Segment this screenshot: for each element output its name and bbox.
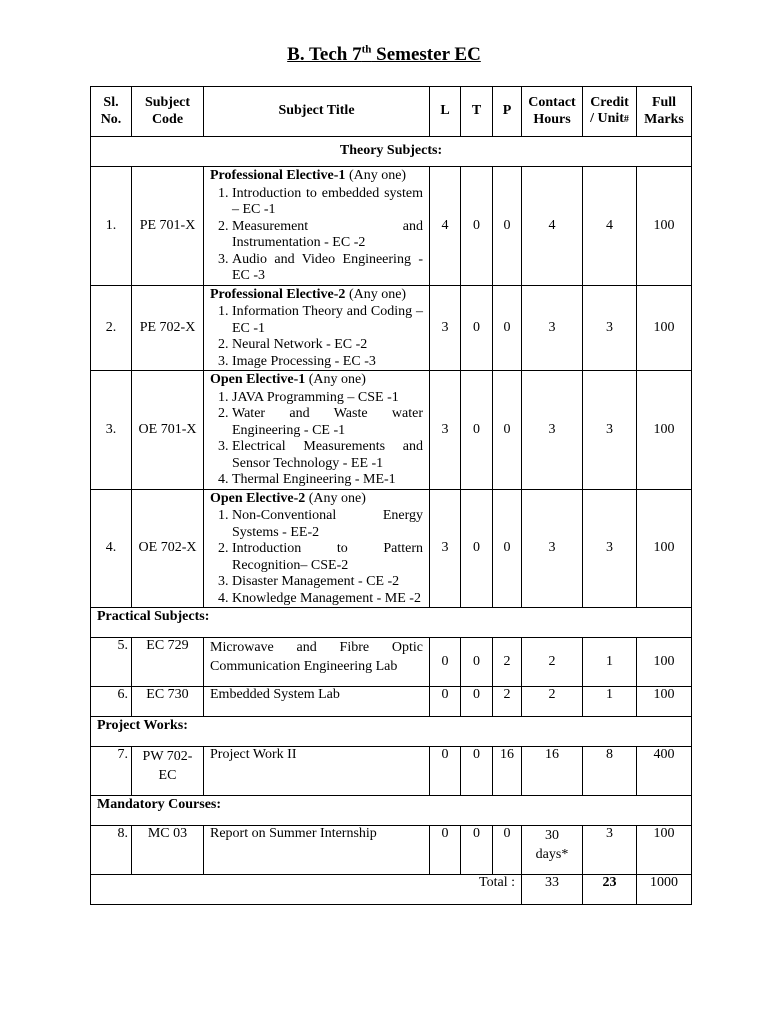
cell-l: 0 [430, 638, 461, 687]
cell-credit: 8 [583, 747, 637, 796]
cell-p: 0 [493, 167, 522, 286]
total-label: Total : [91, 875, 522, 905]
cell-sl: 2. [91, 285, 132, 371]
cell-t: 0 [461, 826, 493, 875]
cell-title: Report on Summer Internship [204, 826, 430, 875]
table-row [91, 371, 692, 490]
cell-sl: 1. [91, 167, 132, 286]
section-row-theory [91, 137, 692, 167]
cell-contact: 4 [522, 167, 583, 286]
cell-marks: 100 [637, 687, 692, 717]
cell-t: 0 [461, 167, 493, 286]
cell-p: 2 [493, 638, 522, 687]
cell-credit: 3 [583, 826, 637, 875]
options-list [210, 186, 423, 285]
col-header-credit: Credit / Unit# [583, 87, 637, 137]
table-row [91, 638, 692, 687]
col-header-code: Subject Code [132, 87, 204, 137]
cell-l: 3 [430, 285, 461, 371]
cell-sl: 7. [91, 747, 132, 796]
section-row-project [91, 717, 692, 747]
table-row [91, 285, 692, 371]
col-header-sl: Sl. No. [91, 87, 132, 137]
cell-credit: 1 [583, 638, 637, 687]
cell-t: 0 [461, 638, 493, 687]
cell-p: 0 [493, 826, 522, 875]
cell-credit: 3 [583, 371, 637, 490]
option-item: 1. Introduction to embedded system – EC -1 [232, 186, 423, 219]
page-title: B. Tech 7th Semester EC [287, 44, 481, 66]
col-header-marks: Full Marks [637, 87, 692, 137]
cell-sl: 4. [91, 489, 132, 608]
cell-code: EC 730 [132, 687, 204, 717]
option-item: 2. Measurement and Instrumentation - EC -2 [232, 219, 423, 252]
col-header-title: Subject Title [204, 87, 430, 137]
cell-p: 0 [493, 285, 522, 371]
cell-t: 0 [461, 285, 493, 371]
cell-code: OE 702-X [132, 489, 204, 608]
option-item: 3. Disaster Management - CE -2 [232, 574, 423, 591]
cell-code: PW 702-EC [132, 747, 204, 796]
cell-l: 4 [430, 167, 461, 286]
cell-l: 3 [430, 371, 461, 490]
cell-code: EC 729 [132, 638, 204, 687]
section-label-mandatory: Mandatory Courses: [91, 796, 692, 826]
table-row [91, 747, 692, 796]
option-item: 2. Neural Network - EC -2 [232, 337, 423, 354]
cell-t: 0 [461, 489, 493, 608]
option-item: 1. Information Theory and Coding – EC -1 [232, 304, 423, 337]
cell-sl: 3. [91, 371, 132, 490]
section-label-project: Project Works: [91, 717, 692, 747]
option-item: 3. Image Processing - EC -3 [232, 354, 423, 371]
cell-l: 0 [430, 687, 461, 717]
cell-code: PE 702-X [132, 285, 204, 371]
cell-contact: 16 [522, 747, 583, 796]
cell-contact: 2 [522, 687, 583, 717]
cell-marks: 100 [637, 371, 692, 490]
cell-marks: 100 [637, 167, 692, 286]
section-row-mandatory [91, 796, 692, 826]
cell-t: 0 [461, 687, 493, 717]
cell-title: Professional Elective-1 (Any one) 1. Introduction to embedded system – EC -1 2. Measurement and Instrumentation - EC -2 3. Audio and Video Engineering - EC -3 [204, 167, 430, 286]
cell-code: MC 03 [132, 826, 204, 875]
option-item: 1. Non-Conventional Energy Systems - EE-2 [232, 508, 423, 541]
cell-p: 0 [493, 489, 522, 608]
cell-sl: 5. [91, 638, 132, 687]
cell-t: 0 [461, 371, 493, 490]
cell-credit: 3 [583, 489, 637, 608]
total-credit: 23 [583, 875, 637, 905]
cell-contact: 3 [522, 371, 583, 490]
cell-credit: 1 [583, 687, 637, 717]
col-header-p: P [493, 87, 522, 137]
table-row [91, 826, 692, 875]
cell-title: Open Elective-2 (Any one) 1. Non-Conventional Energy Systems - EE-2 2. Introduction to Pattern Recognition– CSE-2 3. Disaster Management - CE -2 4. Knowledge Management - ME -2 [204, 489, 430, 608]
cell-p: 0 [493, 371, 522, 490]
cell-l: 0 [430, 747, 461, 796]
cell-contact: 3 [522, 285, 583, 371]
cell-title: Project Work II [204, 747, 430, 796]
total-row [91, 875, 692, 905]
cell-marks: 100 [637, 638, 692, 687]
cell-p: 2 [493, 687, 522, 717]
col-header-t: T [461, 87, 493, 137]
cell-contact: 2 [522, 638, 583, 687]
cell-title: Microwave and Fibre Optic Communication Engineering Lab [204, 638, 430, 687]
cell-title: Open Elective-1 (Any one) 1. JAVA Programming – CSE -1 2. Water and Waste water Engineering - CE -1 3. Electrical Measurements and Sensor Technology - EE -1 4. Thermal Engineering - ME-1 [204, 371, 430, 490]
cell-credit: 4 [583, 167, 637, 286]
cell-marks: 100 [637, 489, 692, 608]
section-label-theory: Theory Subjects: [91, 137, 692, 167]
table-row [91, 687, 692, 717]
cell-title: Embedded System Lab [204, 687, 430, 717]
cell-contact: 3 [522, 489, 583, 608]
options-list [210, 508, 423, 607]
total-marks: 1000 [637, 875, 692, 905]
options-list [210, 390, 423, 489]
cell-marks: 400 [637, 747, 692, 796]
section-label-practical: Practical Subjects: [91, 608, 692, 638]
option-item: 1. JAVA Programming – CSE -1 [232, 390, 423, 407]
section-row-practical [91, 608, 692, 638]
total-contact: 33 [522, 875, 583, 905]
cell-contact: 30 days* [522, 826, 583, 875]
header-row [91, 87, 692, 137]
cell-sl: 6. [91, 687, 132, 717]
col-header-l: L [430, 87, 461, 137]
option-item: 2. Water and Waste water Engineering - CE -1 [232, 406, 423, 439]
option-item: 4. Thermal Engineering - ME-1 [232, 472, 423, 489]
cell-p: 16 [493, 747, 522, 796]
cell-marks: 100 [637, 826, 692, 875]
table-row [91, 167, 692, 286]
option-item: 3. Audio and Video Engineering - EC -3 [232, 252, 423, 285]
col-header-contact: Contact Hours [522, 87, 583, 137]
cell-l: 3 [430, 489, 461, 608]
cell-sl: 8. [91, 826, 132, 875]
options-list [210, 304, 423, 370]
cell-code: PE 701-X [132, 167, 204, 286]
cell-code: OE 701-X [132, 371, 204, 490]
table-row [91, 489, 692, 608]
cell-credit: 3 [583, 285, 637, 371]
cell-l: 0 [430, 826, 461, 875]
cell-title: Professional Elective-2 (Any one) 1. Information Theory and Coding – EC -1 2. Neural Network - EC -2 3. Image Processing - EC -3 [204, 285, 430, 371]
option-item: 4. Knowledge Management - ME -2 [232, 591, 423, 608]
cell-marks: 100 [637, 285, 692, 371]
option-item: 3. Electrical Measurements and Sensor Technology - EE -1 [232, 439, 423, 472]
curriculum-table [90, 86, 692, 905]
cell-t: 0 [461, 747, 493, 796]
option-item: 2. Introduction to Pattern Recognition– CSE-2 [232, 541, 423, 574]
